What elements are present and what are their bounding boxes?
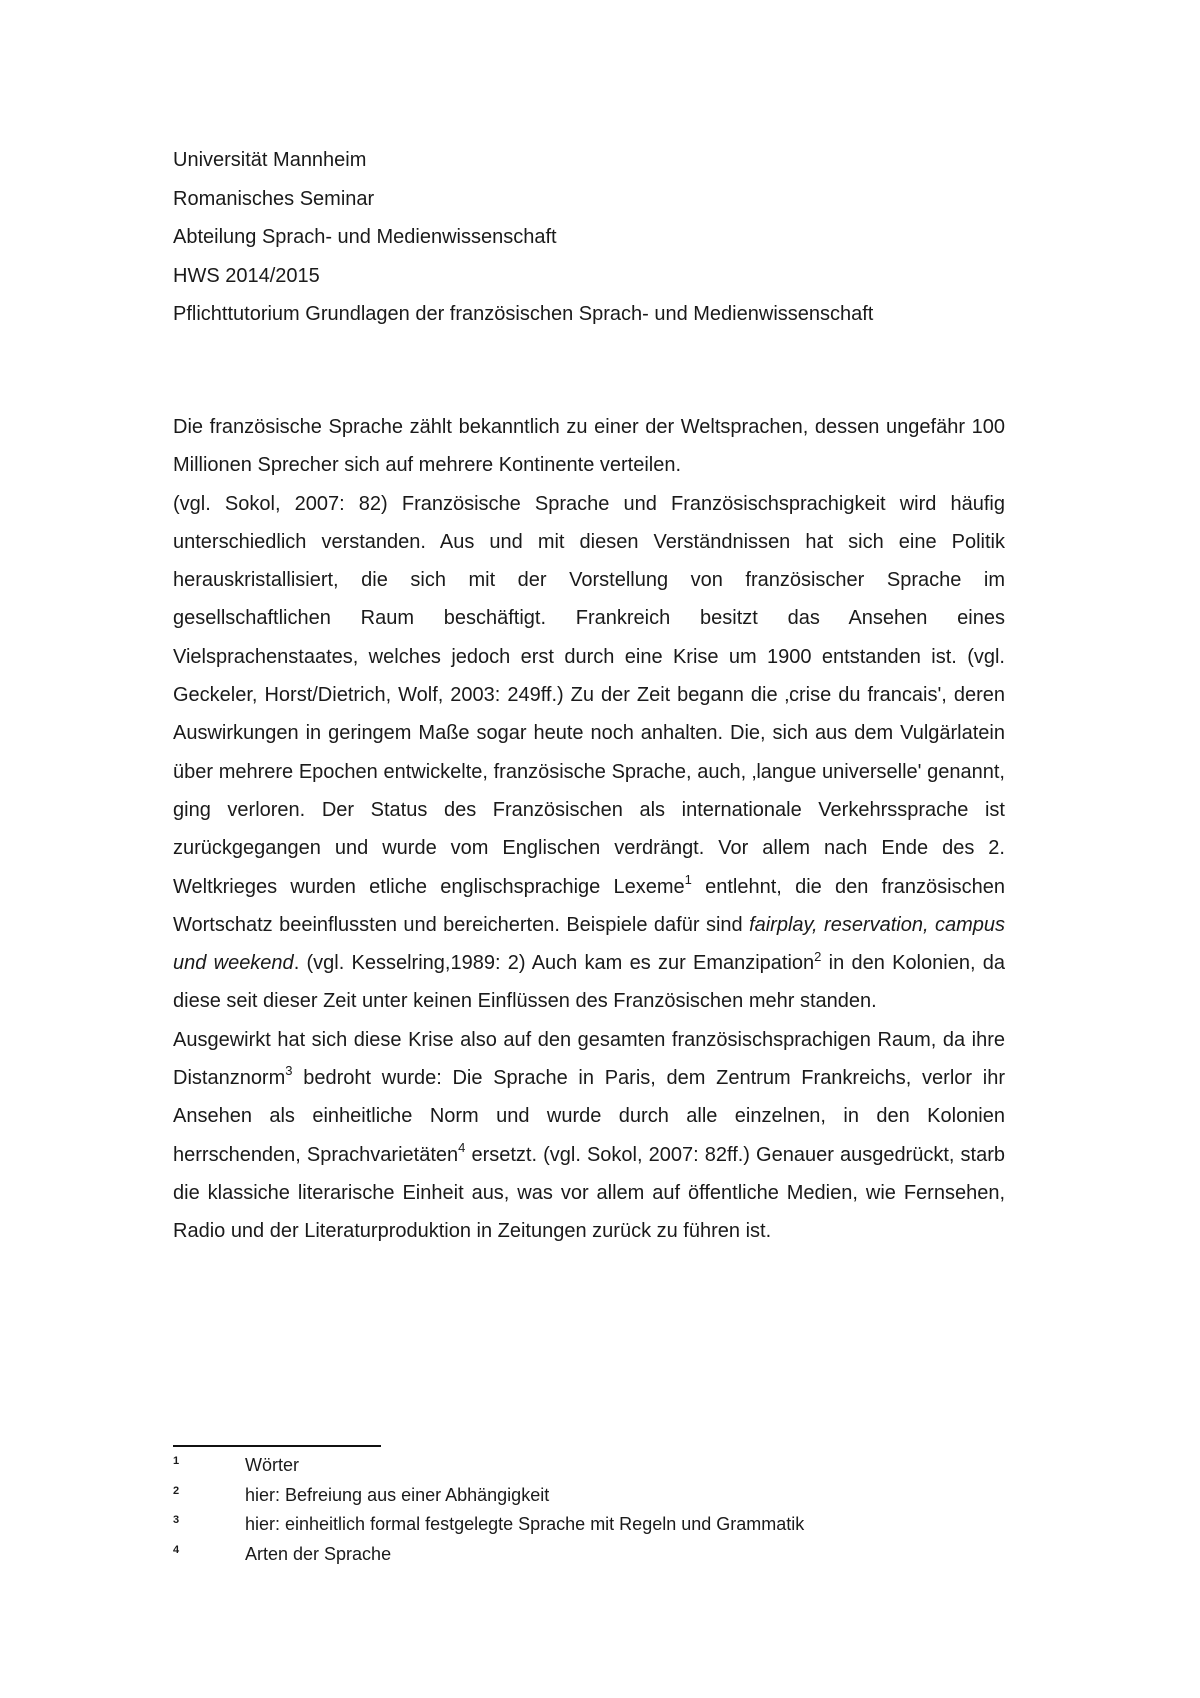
paragraph-2-text-c: . (vgl. Kesselring,1989: 2) Auch kam es zur Emanzipation xyxy=(293,952,815,975)
footnotes xyxy=(173,1451,1013,1569)
department-name: Romanisches Seminar xyxy=(173,187,375,210)
footnote-ref-1[interactable]: 1 xyxy=(684,871,692,887)
division-name: Abteilung Sprach- und Medienwissenschaft xyxy=(173,226,557,248)
paragraph-2-text-d: in den Kolonien, da diese seit dieser Zeit unter keinen Einflüssen des Französischen mehr standen. xyxy=(173,952,1005,1013)
paragraph-3-text-a: Ausgewirkt hat sich diese Krise also auf den gesamten französischsprachigen Raum, da ihre Distanznorm xyxy=(173,1028,1005,1090)
footnote-text: hier: Befreiung aus einer Abhängigkeit xyxy=(245,1484,550,1505)
footnote-ref-2[interactable]: 2 xyxy=(814,948,822,964)
examples-italic: fairplay, reservation, campus und weekend xyxy=(173,913,1005,975)
document-body xyxy=(173,408,1005,1251)
footnote-1 xyxy=(173,1451,1013,1481)
course-title: Pflichttutorium Grundlagen der französischen Sprach- und Medienwissenschaft xyxy=(173,303,874,325)
university-name: Universität Mannheim xyxy=(173,149,367,171)
footnote-2 xyxy=(173,1481,1013,1511)
paragraph-2 xyxy=(173,485,1005,1021)
footnote-separator xyxy=(173,1445,381,1447)
footnote-number: 3 xyxy=(173,1514,180,1526)
paragraph-3 xyxy=(173,1021,1005,1251)
paragraph-3-text-b: bedroht wurde: Die Sprache in Paris, dem Zentrum Frankreichs, verlor ihr Ansehen als einheitliche Norm und wurde durch alle einzelnen, in den Kolonien herrschenden, Sprachvarietäten xyxy=(173,1067,1005,1166)
document-header xyxy=(173,141,1013,334)
paragraph-1: Die französische Sprache zählt bekanntlich zu einer der Weltsprachen, dessen ungefähr 100 Millionen Sprecher sich auf mehrere Kontinente verteilen. xyxy=(173,416,1005,477)
footnote-text: hier: einheitlich formal festgelegte Sprache mit Regeln und Grammatik xyxy=(245,1514,805,1534)
semester: HWS 2014/2015 xyxy=(173,264,320,287)
paragraph-2-text-a: (vgl. Sokol, 2007: 82) Französische Sprache und Französischsprachigkeit wird häufig unterschiedlich verstanden. Aus und mit diesen Verständnissen hat sich eine Politik herauskristallisiert, die sich mit der Vorstellung von französischer Sprache im gesellschaftlichen Raum beschäftigt. Frankreich besitzt das Ansehen eines Vielsprachenstaates, welches jedoch erst durch eine Krise um 1900 entstanden ist. (vgl. Geckeler, Horst/Dietrich, Wolf, 2003: 249ff.) Zu der Zeit begann die ‚crise du francais', deren Auswirkungen in geringem Maße sogar heute noch anhalten. Die, sich aus dem Vulgärlatein über mehrere Epochen entwickelte, französische Sprache, auch, ‚langue universelle' genannt, ging verloren. Der Status des Französischen als internationale Verkehrssprache ist zurückgegangen und wurde vom Englischen verdrängt. Vor allem nach Ende des 2. Weltkrieges wurden etliche englischsprachige Lexeme xyxy=(173,492,1005,898)
footnote-number: 1 xyxy=(173,1455,180,1467)
footnote-text: Arten der Sprache xyxy=(245,1543,392,1564)
footnote-number: 4 xyxy=(173,1543,180,1556)
paragraph-3-text-c: ersetzt. (vgl. Sokol, 2007: 82ff.) Genauer ausgedrückt, starb die klassiche literarische Einheit aus, was vor allem auf öffentliche Medien, wie Fernsehen, Radio und der Literaturproduktion in Zeitungen zurück zu führen ist. xyxy=(173,1143,1005,1243)
footnote-ref-4[interactable]: 4 xyxy=(458,1139,466,1155)
footnote-4 xyxy=(173,1540,1013,1570)
footnote-text: Wörter xyxy=(245,1455,299,1475)
footnote-ref-3[interactable]: 3 xyxy=(285,1063,293,1079)
paragraph-2-text-b: entlehnt, die den französischen Wortschatz beeinflussten und bereicherten. Beispiele dafür sind xyxy=(173,875,1005,936)
footnote-number: 2 xyxy=(173,1484,180,1497)
footnote-3 xyxy=(173,1510,1013,1540)
